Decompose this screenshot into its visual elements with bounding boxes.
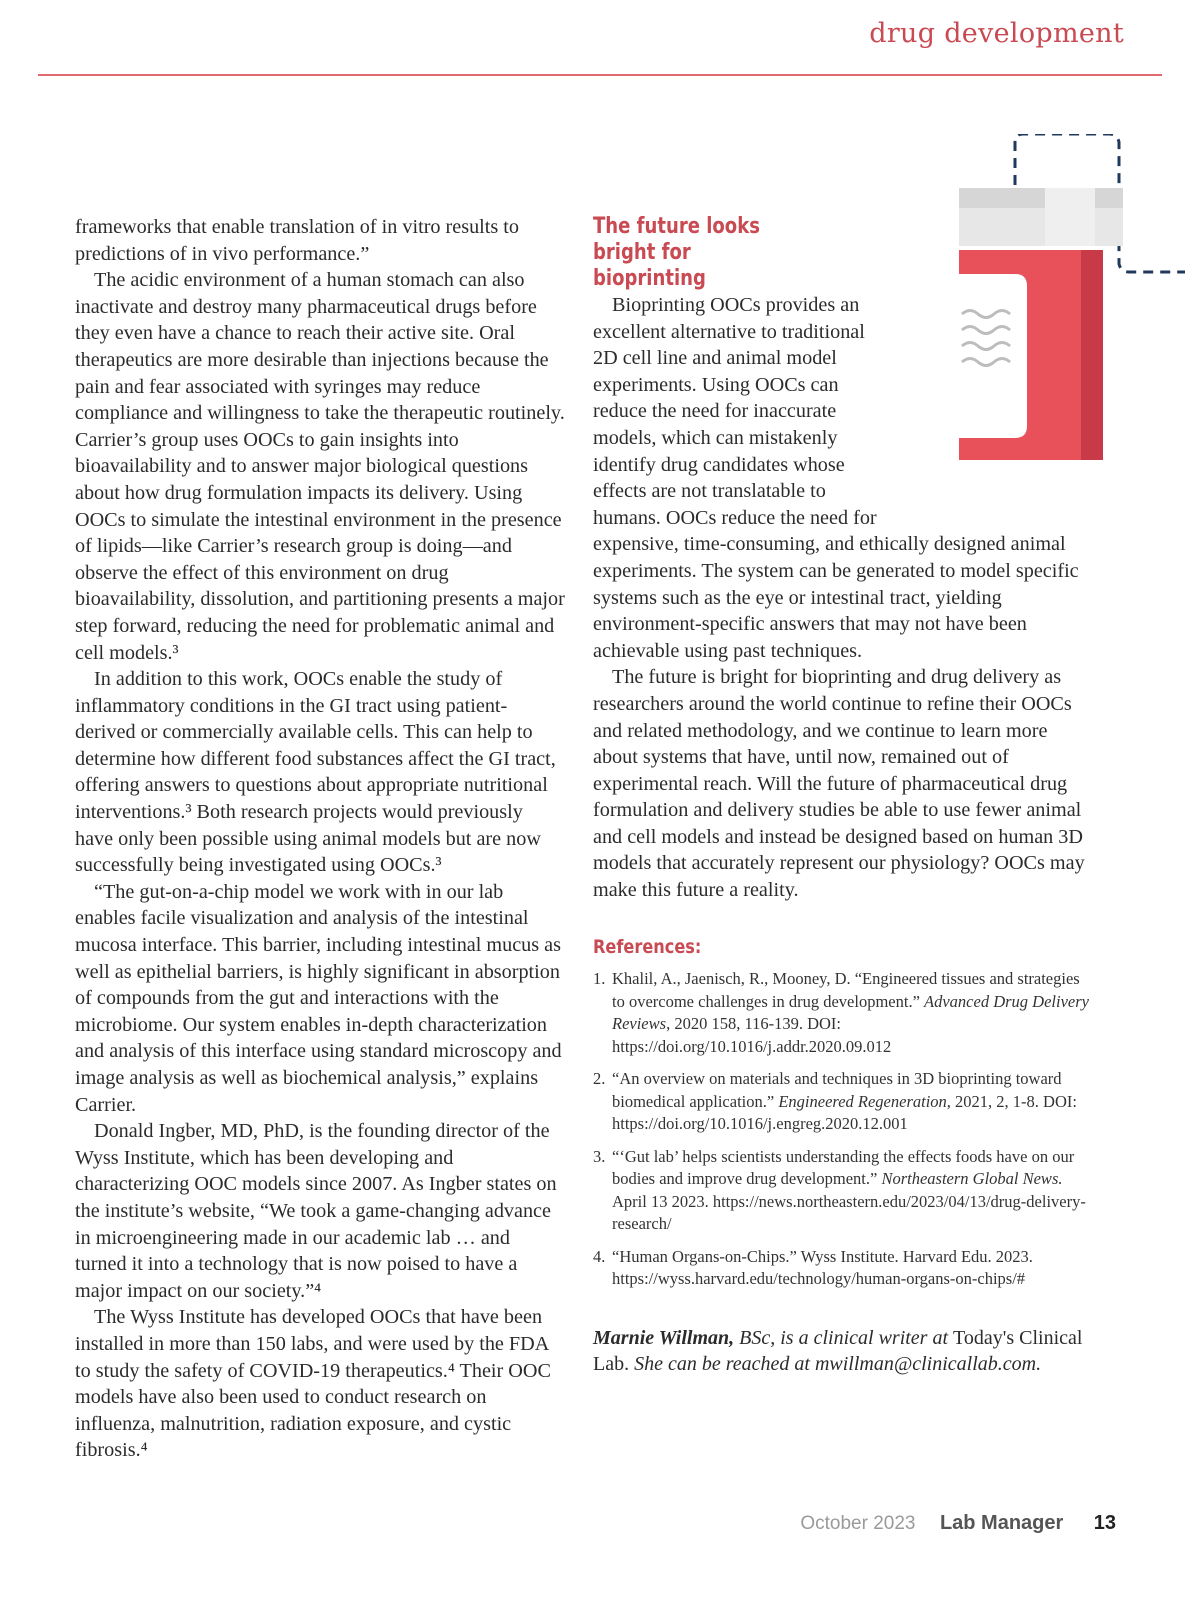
paragraph: frameworks that enable translation of in vitro results to predictions of in vivo performance.” (75, 216, 520, 265)
issue-date: October 2023 (800, 1513, 916, 1534)
reference-text: “‘Gut lab’ helps scientists understanding the effects foods have on our bodies and improve drug development.” (612, 1146, 1075, 1189)
author-publication: Today's Clinical Lab. (593, 1326, 1083, 1375)
paragraph: Bioprinting OOCs provides an excellent alternative to traditional 2D cell line and animal model experiments. Using OOCs can reduce the need for inaccurate models, which can mistakenly identify drug candidates whose effects are not translatable to humans. OOCs reduce the need for expensive, time-consuming, and ethically designed animal experiments. The system can be generated to model specific systems such as the eye or intestinal tract, yielding environment-specific answers that may not have been achievable using past techniques. (593, 294, 1079, 662)
author-bio (593, 1325, 1089, 1377)
references-list (593, 968, 1089, 1291)
reference-journal: Engineered Regeneration (778, 1091, 947, 1111)
pill-bottle-icon (885, 134, 1185, 514)
reference-item (593, 1146, 1089, 1236)
reference-text: April 13 2023. https://news.northeastern.edu/2023/04/13/drug-delivery-research/ (612, 1191, 1086, 1234)
paragraph: The Wyss Institute has developed OOCs that have been installed in more than 150 labs, and were used by the FDA to study the safety of COVID-19 therapeutics.⁴ Their OOC models have also been used to conduct research on influenza, malnutrition, radiation exposure, and cystic fibrosis.⁴ (75, 1306, 551, 1462)
reference-item (593, 1068, 1089, 1136)
reference-number: 1. (593, 969, 606, 989)
header-rule (38, 74, 1162, 76)
reference-journal: Advanced Drug Delivery Reviews (612, 991, 1089, 1034)
paragraph: The acidic environment of a human stomach can also inactivate and destroy many pharmaceutical drugs before they even have a chance to reach their active site. Oral therapeutics are more desirable than injections because the pain and fear associated with syringes may reduce compliance and willingness to take the therapeutic routinely. Carrier’s group uses OOCs to gain insights into bioavailability and to answer major biological questions about how drug formulation impacts its delivery. Using OOCs to simulate the intestinal environment in the presence of lipids—like Carrier’s research group is doing—and observe the effect of this environment on drug bioavailability, dissolution, and partitioning presents a major step forward, reducing the need for problematic animal and cell models.³ (75, 269, 565, 664)
page-footer (800, 1512, 1116, 1535)
right-column (593, 214, 1089, 1377)
reference-journal: Northeastern Global News. (881, 1169, 1063, 1189)
section-heading: The future looks bright for bioprinting (593, 214, 760, 291)
paragraph: Donald Ingber, MD, PhD, is the founding director of the Wyss Institute, which has been developing and characterizing OOC models since 2007. As Ingber states on the institute’s website, “We took a game-changing advance in microengineering made in our academic lab … and turned it into a technology that is now poised to have a major impact on our society.”⁴ (75, 1120, 557, 1302)
paragraph: “The gut-on-a-chip model we work with in our lab enables facile visualization and analysis of the intestinal mucosa interface. This barrier, including intestinal mucus as well as epithelial barriers, is highly significant in absorption of compounds from the gut and interactions with the microbiome. Our system enables in-depth characterization and analysis of this interface using standard microscopy and image analysis as well as biochemical analysis,” explains Carrier. (75, 880, 562, 1116)
reference-item (593, 1246, 1089, 1291)
left-column (75, 214, 565, 1464)
author-name: Marnie Willman, (593, 1326, 735, 1349)
section-title: drug development (869, 18, 1124, 49)
reference-text: , 2020 158, 116-139. DOI: https://doi.org/10.1016/j.addr.2020.09.012 (612, 1014, 892, 1056)
reference-text: “An overview on materials and techniques in 3D bioprinting toward biomedical application.” (612, 1069, 1062, 1111)
pill-bottle-figure (885, 134, 1185, 514)
reference-text: “Human Organs-on-Chips.” Wyss Institute. Harvard Edu. 2023. https://wyss.harvard.edu/technology/human-organs-on-chips/# (612, 1246, 1033, 1289)
author-contact: She can be reached at mwillman@clinicallab.com. (629, 1352, 1042, 1375)
publication-name: Lab Manager (939, 1512, 1064, 1534)
page-number: 13 (1093, 1512, 1116, 1534)
reference-item (593, 968, 1089, 1058)
reference-number: 3. (593, 1146, 606, 1166)
reference-number: 2. (593, 1069, 606, 1089)
reference-number: 4. (593, 1246, 606, 1266)
paragraph: In addition to this work, OOCs enable the study of inflammatory conditions in the GI tract using patient-derived or commercially available cells. This can help to determine how different food substances affect the GI tract, offering answers to questions about appropriate nutritional interventions.³ Both research projects would previously have only been possible using animal models but are now successfully being investigated using OOCs.³ (75, 668, 556, 877)
paragraph: The future is bright for bioprinting and drug delivery as researchers around the world continue to refine their OOCs and related methodology, and we continue to learn more about systems that have, until now, remained out of experimental reach. Will the future of pharmaceutical drug formulation and delivery studies be able to use fewer animal and cell models and instead be designed based on human 3D models that accurately represent our physiology? OOCs may make this future a reality. (593, 666, 1085, 902)
reference-text: Khalil, A., Jaenisch, R., Mooney, D. “Engineered tissues and strategies to overcome challenges in drug development.” (612, 969, 1080, 1011)
author-role: BSc, is a clinical writer at (734, 1326, 954, 1349)
references-heading: References: (593, 935, 702, 958)
reference-text: , 2021, 2, 1-8. DOI: https://doi.org/10.1016/j.engreg.2020.12.001 (612, 1091, 1077, 1134)
